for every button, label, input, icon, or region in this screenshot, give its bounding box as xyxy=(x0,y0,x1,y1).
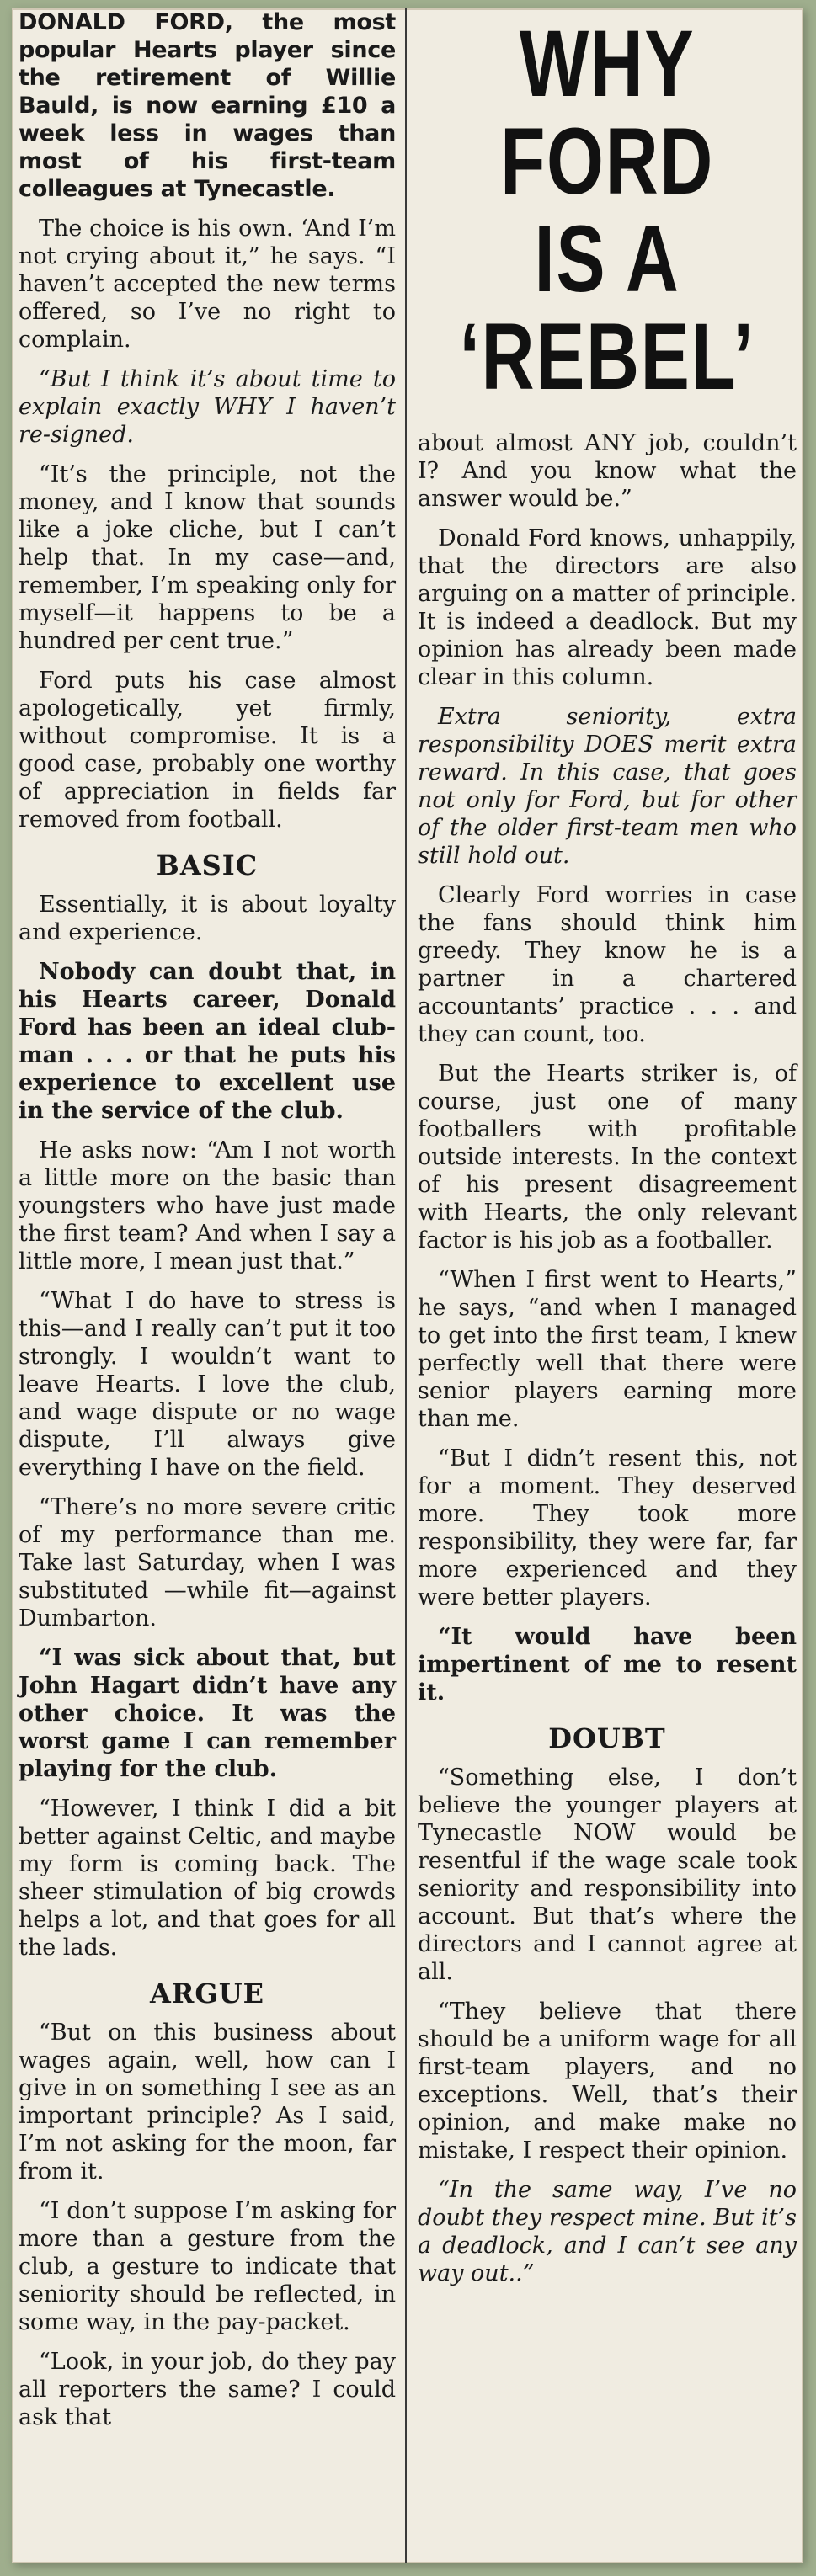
article-paragraph: about almost ANY job, couldn’t I? And you know what the answer would be.” xyxy=(418,430,797,512)
headline xyxy=(459,11,755,409)
article-paragraph: “Look, in your job, do they pay all reporters the same? I could ask that xyxy=(19,2349,396,2430)
article-paragraph: Clearly Ford worries in case the fans should think him greedy. They know he is a partner in a chartered accountants’ practice . . . and they can count, too. xyxy=(418,882,797,1047)
article-paragraph: “It would have been impertinent of me to resent it. xyxy=(418,1624,797,1706)
left-column xyxy=(19,8,396,2563)
article-paragraph: “But I think it’s about time to explain exactly WHY I haven’t re-signed. xyxy=(19,366,396,448)
article-paragraph: “In the same way, I’ve no doubt they respect mine. But it’s a deadlock, and I can’t see any way out..” xyxy=(418,2177,797,2286)
section-subhead: DOUBT xyxy=(548,1722,666,1754)
section-subhead: BASIC xyxy=(156,849,259,881)
article-paragraph: “I don’t suppose I’m asking for more than a gesture from the club, a gesture to indicate that seniority should be reflected, in some way, in the pay-packet. xyxy=(19,2198,396,2335)
right-column-text xyxy=(418,429,797,2287)
article-paragraph: “When I first went to Hearts,” he says, “and when I managed to get into the first team, I knew perfectly well that there were senior players earning more than me. xyxy=(418,1267,797,1432)
article-paragraph: “Something else, I don’t believe the younger players at Tynecastle NOW would be resentful if the wage scale took seniority and responsibility into account. But that’s where the directors and I cannot agree at all. xyxy=(418,1764,797,1985)
article-paragraph: He asks now: “Am I not worth a little more on the basic than youngsters who have just made the first team? And when I say a little more, I mean just that.” xyxy=(19,1137,396,1275)
article-paragraph: Essentially, it is about loyalty and experience. xyxy=(19,891,396,945)
article-paragraph: “However, I think I did a bit better against Celtic, and maybe my form is coming back. The sheer stimulation of big crowds helps a lot, and that goes for all the lads. xyxy=(19,1796,396,1961)
article-paragraph: “They believe that there should be a uniform wage for all first-team players, and no exceptions. Well, that’s their opinion, and make make no mistake, I respect their opinion. xyxy=(418,1999,797,2164)
article-paragraph: Ford puts his case almost apologetically, yet firmly, without compromise. It is a good case, probably one worthy of appreciation in fields far removed from football. xyxy=(19,668,396,833)
article-paragraph: “But I didn’t resent this, not for a moment. They deserved more. They took more responsibility, they were far, far more experienced and they were better players. xyxy=(418,1445,797,1610)
article-paragraph: “But on this business about wages again, well, how can I give in on something I see as an important principle? As I said, I’m not asking for the moon, far from it. xyxy=(19,2020,396,2185)
right-column xyxy=(418,8,797,2563)
article-paragraph: “What I do have to stress is this—and I really can’t put it too strongly. I wouldn’t want to leave Hearts. I love the club, and wage dispute or no wage dispute, I’ll always give everything I have on the field. xyxy=(19,1288,396,1481)
newspaper-clipping xyxy=(12,8,803,2563)
headline-line: WHY xyxy=(519,11,696,116)
headline-line: FORD xyxy=(500,109,714,214)
section-subhead: ARGUE xyxy=(149,1977,265,2009)
article-paragraph: “I was sick about that, but John Hagart didn’t have any other choice. It was the worst game I can remember playing for the club. xyxy=(19,1645,396,1782)
article-paragraph: Extra seniority, extra responsibility DOES merit extra reward. In this case, that goes not only for Ford, but for other of the older first-team men who still hold out. xyxy=(418,704,797,869)
article-paragraph: “It’s the principle, not the money, and I know that sounds like a joke cliche, but I can’t help that. In my case—and, remember, I’m speaking only for myself—it happens to be a hundred per cent true.” xyxy=(19,461,396,654)
article-paragraph: “There’s no more severe critic of my performance than me. Take last Saturday, when I was substituted —while fit—against Dumbarton. xyxy=(19,1494,396,1631)
article-paragraph: DONALD FORD, the most popular Hearts player since the retirement of Willie Bauld, is now earning £10 a week less in wages than most of his first-team colleagues at Tynecastle. xyxy=(19,9,396,202)
headline-line: ‘REBEL’ xyxy=(459,304,755,409)
column-rule xyxy=(405,8,407,2563)
article-paragraph: But the Hearts striker is, of course, just one of many footballers with profitable outside interests. In the context of his present disagreement with Hearts, the only relevant factor is his job as a footballer. xyxy=(418,1061,797,1253)
article-paragraph: Donald Ford knows, unhappily, that the directors are also arguing on a matter of principle. It is indeed a deadlock. But my opinion has already been made clear in this column. xyxy=(418,525,797,690)
article-paragraph: Nobody can doubt that, in his Hearts career, Donald Ford has been an ideal club-man . . . or that he puts his experience to excellent use in the service of the club. xyxy=(19,959,396,1124)
article-paragraph: The choice is his own. ‘And I’m not crying about it,” he says. “I haven’t accepted the new terms offered, so I’ve no right to complain. xyxy=(19,216,396,353)
headline-line: IS A xyxy=(534,206,680,311)
